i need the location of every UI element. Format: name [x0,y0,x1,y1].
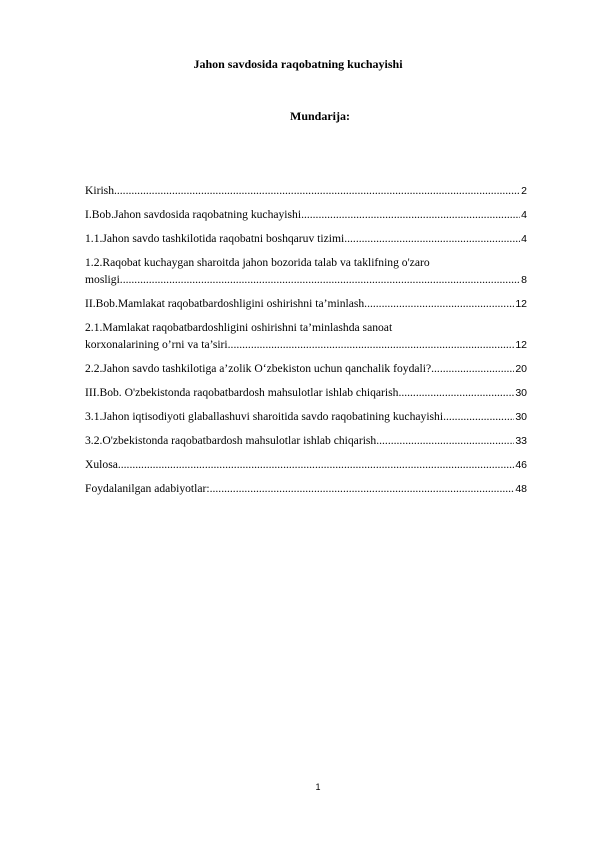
toc-entry-text: 3.1.Jahon iqtisodiyoti glaballashuvi sharoitida savdo raqobatining kuchayishi. [85,410,446,423]
toc-leader-dots [431,360,514,377]
toc-page-number: 4 [521,233,527,245]
toc-leader-dots [301,206,520,223]
toc-leader-dots [228,336,515,353]
toc-leader-dots [118,456,514,473]
toc-page-number: 12 [515,339,527,351]
toc-page-number: 46 [515,459,527,471]
toc-page-number: 30 [515,411,527,423]
toc-entry-text: III.Bob. O'zbekistonda raqobatbardosh mahsulotlar ishlab chiqarish [85,386,399,399]
toc-entry-text: 1.1.Jahon savdo tashkilotida raqobatni boshqaruv tizimi [85,232,345,245]
toc-entry[interactable] [85,480,527,498]
toc-leader-dots [364,295,514,312]
document-title: Jahon savdosida raqobatning kuchayishi [193,57,403,71]
toc-page-number: 2 [521,185,527,197]
toc-leader-dots [210,480,515,497]
toc-page-number: 20 [515,363,527,375]
toc-entry[interactable] [85,230,527,248]
toc-page-number: 4 [521,209,527,221]
toc-entry[interactable] [85,319,527,354]
toc-page-number: 12 [515,298,527,310]
toc-page-number: 30 [515,387,527,399]
toc-leader-dots [114,182,520,199]
toc-entry-text: I.Bob.Jahon savdosida raqobatning kuchayishi [85,208,302,221]
toc-entry[interactable] [85,384,527,402]
toc-entry-text: Foydalanilgan adabiyotlar: [85,482,210,495]
toc-entry[interactable] [85,206,527,224]
toc-entry[interactable] [85,295,527,313]
toc-leader-dots [446,408,514,425]
toc-entry-text: II.Bob.Mamlakat raqobatbardoshligini oshirishni ta’minlash [85,297,365,310]
toc-page-number: 8 [521,274,527,286]
toc-entry[interactable] [85,360,527,378]
toc-entry-text: 3.2.O'zbekistonda raqobatbardosh mahsulotlar ishlab chiqarish [85,434,377,447]
toc-entry[interactable] [85,254,527,289]
toc-entry[interactable] [85,182,527,200]
toc-entry[interactable] [85,432,527,450]
toc-page-number: 33 [515,435,527,447]
toc-entry-text: Xulosa [85,458,118,471]
toc-page-number: 48 [515,483,527,495]
toc-entry-text: Kirish [85,184,114,197]
toc-entry-text: mosligi [85,273,120,286]
toc-leader-dots [344,230,520,247]
toc-entry[interactable] [85,408,527,426]
toc-heading: Mundarija: [290,109,350,123]
toc-entry-text-line1: 2.1.Mamlakat raqobatbardoshligini oshirishni ta’minlashda sanoat [85,321,393,334]
toc-leader-dots [120,271,520,288]
toc-entry-text-line1: 1.2.Raqobat kuchaygan sharoitda jahon bozorida talab va taklifning o'zaro [85,256,430,269]
toc-leader-dots [376,432,514,449]
toc-entry[interactable] [85,456,527,474]
page-number: 1 [315,782,321,792]
table-of-contents [85,182,527,504]
toc-leader-dots [398,384,514,401]
toc-entry-text: korxonalarining o’rni va ta’siri [85,338,228,351]
toc-entry-text: 2.2.Jahon savdo tashkilotiga a’zolik O‘zbekiston uchun qanchalik foydali? [85,362,432,375]
